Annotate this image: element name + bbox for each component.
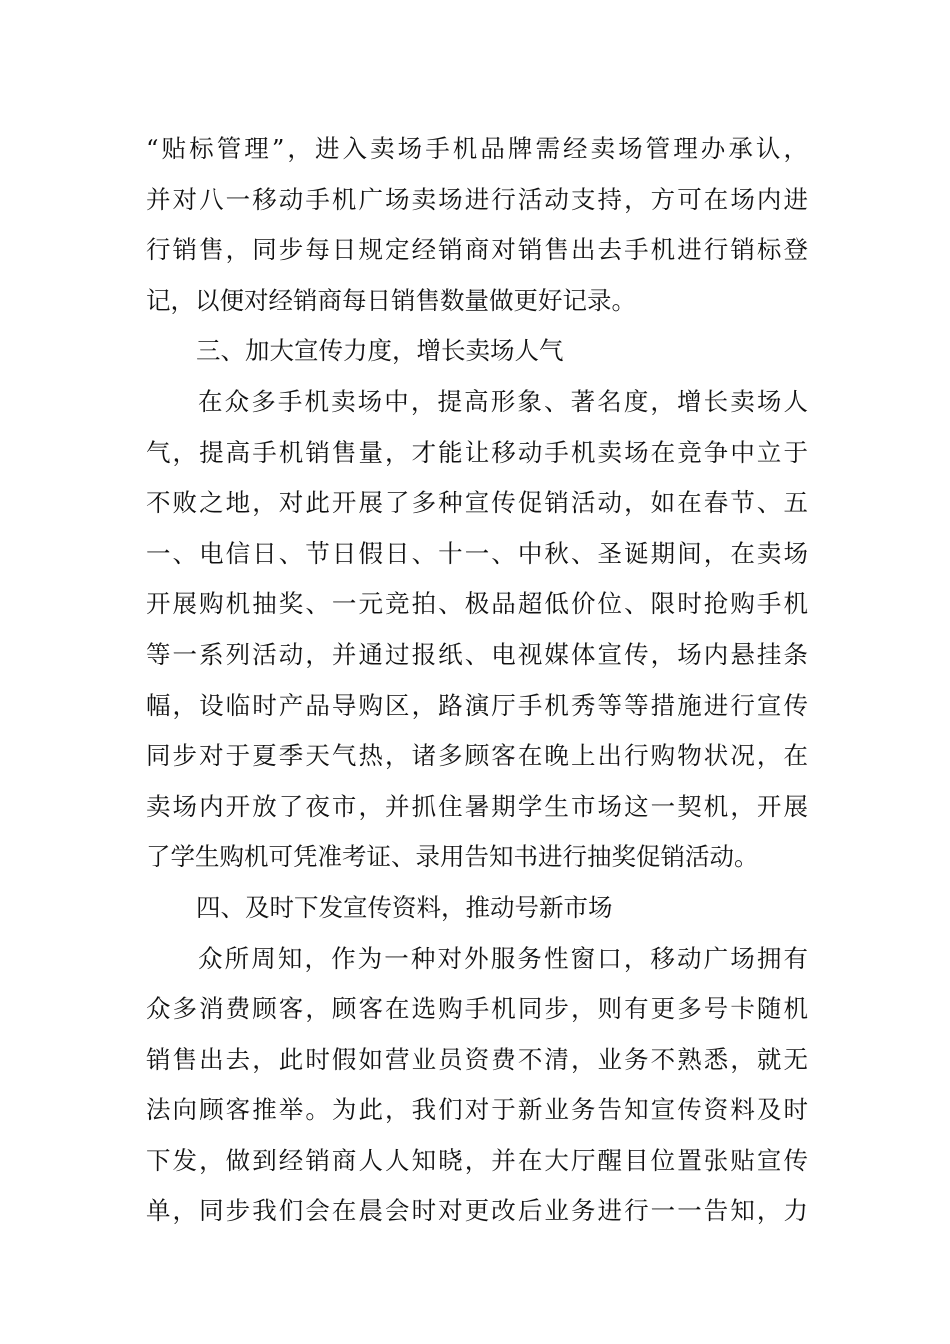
paragraph-line: 销售出去，此时假如营业员资费不清，业务不熟悉，就无 <box>146 1044 808 1074</box>
paragraph-line: 开展购机抽奖、一元竞拍、极品超低价位、限时抢购手机 <box>146 589 808 619</box>
paragraph-line: 下发，做到经销商人人知晓，并在大厅醒目位置张贴宣传 <box>146 1145 808 1175</box>
section-heading: 三、加大宣传力度，增长卖场人气 <box>196 336 564 366</box>
paragraph-line: 幅，设临时产品导购区，路演厅手机秀等等措施进行宣传 <box>146 690 808 720</box>
paragraph-line: 记，以便对经销商每日销售数量做更好记录。 <box>146 285 636 315</box>
paragraph-line: 法向顾客推举。为此，我们对于新业务告知宣传资料及时 <box>146 1095 808 1125</box>
paragraph-line: 并对八一移动手机广场卖场进行活动支持，方可在场内进 <box>146 184 808 214</box>
paragraph-line: 了学生购机可凭准考证、录用告知书进行抽奖促销活动。 <box>146 842 759 872</box>
paragraph-line: 众所周知，作为一种对外服务性窗口，移动广场拥有 <box>198 943 808 973</box>
paragraph-line: 卖场内开放了夜市，并抓住暑期学生市场这一契机，开展 <box>146 791 808 821</box>
paragraph-line: 众多消费顾客，顾客在选购手机同步，则有更多号卡随机 <box>146 994 808 1024</box>
paragraph-line: 行销售，同步每日规定经销商对销售出去手机进行销标登 <box>146 235 808 265</box>
paragraph-line: 气，提高手机销售量，才能让移动手机卖场在竞争中立于 <box>146 437 808 467</box>
section-heading: 四、及时下发宣传资料，推动号新市场 <box>196 892 613 922</box>
paragraph-line: 在众多手机卖场中，提高形象、著名度，增长卖场人 <box>198 386 808 416</box>
paragraph-line: “贴标管理”，进入卖场手机品牌需经卖场管理办承认， <box>146 134 808 163</box>
paragraph-line: 一、电信日、节日假日、十一、中秋、圣诞期间，在卖场 <box>146 538 808 568</box>
paragraph-line: 单，同步我们会在晨会时对更改后业务进行一一告知，力 <box>146 1196 808 1226</box>
paragraph-line: 等一系列活动，并通过报纸、电视媒体宣传，场内悬挂条 <box>146 639 808 669</box>
paragraph-line: 不败之地，对此开展了多种宣传促销活动，如在春节、五 <box>146 488 808 518</box>
paragraph-line: 同步对于夏季天气热，诸多顾客在晚上出行购物状况，在 <box>146 741 808 771</box>
document-body <box>146 124 808 1237</box>
